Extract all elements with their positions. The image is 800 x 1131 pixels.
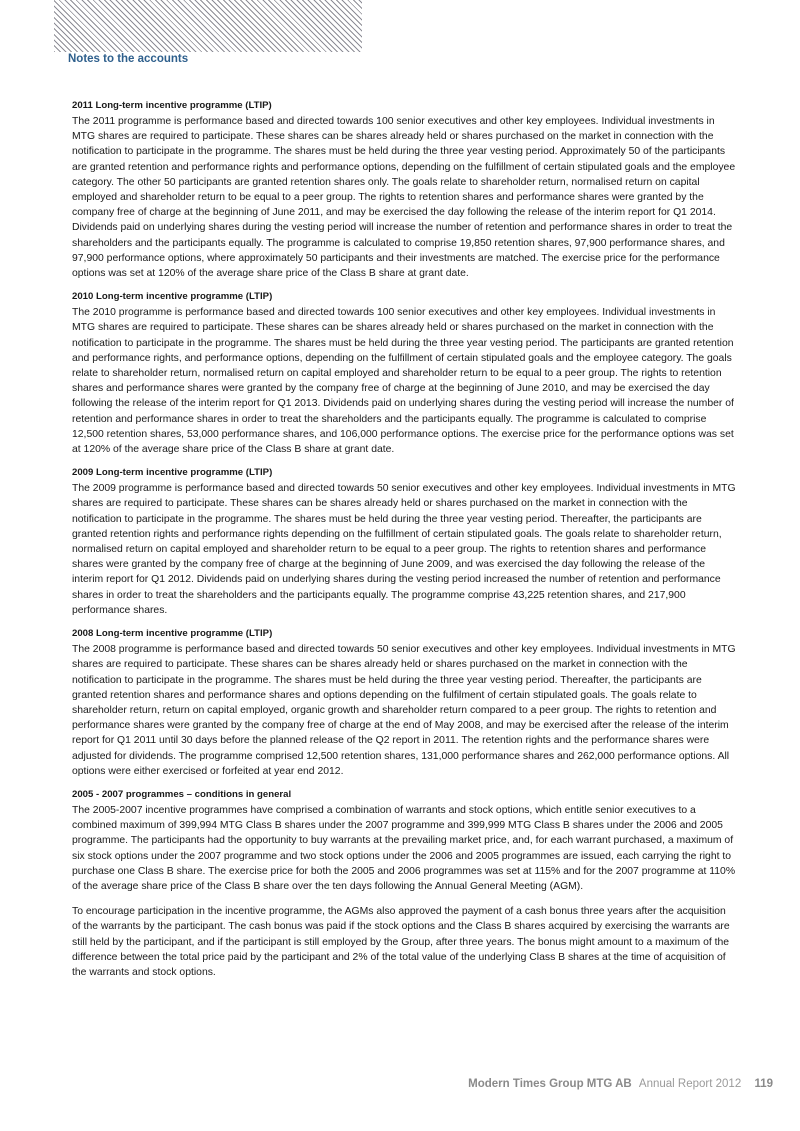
ltip-2010-section xyxy=(72,290,736,457)
ltip-2011-section xyxy=(72,99,736,281)
section-paragraph: The 2009 programme is performance based and directed towards 50 senior executives and other key employees. Individual investments in MTG shares are required to participate. These shares can be shares already held or shares purchased on the market in connection with the notification to participate in the programme. The shares must be held during the three year vesting period. Thereafter, the participants are granted retention rights and performance rights depending on the fulfillment of certain stipulated goals. The goals relate to shareholder return, normalised return on capital employed and shareholder return to be equal to a peer group. The rights to retention shares and performance shares were granted by the company free of charge at the beginning of June 2009, and was exercised the day following the release of the interim report for Q1 2012. Dividends paid on underlying shares during the vesting period increased the number of retention and performance shares in order to treat the shareholders and the participants equally. The programme comprise 43,225 retention shares, and 217,900 performance shares. xyxy=(72,483,736,616)
section-paragraph: The 2010 programme is performance based and directed towards 100 senior executives and other key employees. Individual investments in MTG shares are required to participate. These shares can be shares already held or shares purchased on the market in connection with the notification to participate in the programme. The shares must be held during the three year vesting period. The participants are granted retention and performance rights, and performance options, depending on the fulfillment of certain stipulated goals and the employee category. The goals relate to shareholder return, normalised return on capital employed and shareholder return to be equal to a peer group. The rights to retention shares and performance shares were granted by the company free of charge at the beginning of June 2010, and may be exercised the day following the release of the interim report for Q1 2013. Dividends paid on underlying shares during the vesting period will increase the number of retention and performance shares in order to treat the shareholders and the participants equally. The programme is calculated to comprise 12,500 retention shares, 53,000 performance shares, and 106,000 performance options. The exercise price for the performance options was set at 120% of the average share price of the Class B share at grant date. xyxy=(72,307,734,456)
section-paragraph: To encourage participation in the incentive programme, the AGMs also approved the payment of a cash bonus three years after the acquisition of the warrants by the participant. The cash bonus was paid if the stock options and the Class B shares acquired by exercising the warrants are still held by the participant, and if the participant is still employed by the Group, after three years. The bonus might amount to a maximum of the difference between the total price paid by the participant and 2% of the total value of the underlying Class B shares at the time of acquisition of the warrants and stock options. xyxy=(72,906,730,978)
section-heading: 2008 Long-term incentive programme (LTIP) xyxy=(72,628,273,640)
section-heading: 2010 Long-term incentive programme (LTIP) xyxy=(72,291,273,303)
ltip-2008-section xyxy=(72,627,736,779)
section-paragraph: The 2008 programme is performance based and directed towards 50 senior executives and other key employees. Individual investments in MTG shares are required to participate. These shares can be shares already held or shares purchased on the market in connection with the notification to participate in the programme. The shares must be held during the three year vesting period. Thereafter, the participants are granted retention shares and performance shares and options depending on the fulfilment of certain stipulated goals. The goals relate to shareholder return, return on capital employed, organic growth and shareholder return compared to a peer group. The rights to retention and performance shares were granted by the company free of charge at the end of May 2008, and may be exercised after the release of the interim report for Q1 2011 until 30 days before the planned release of the Q2 report in 2011. The retention rights and the performance shares were adjusted for dividends. The programme comprised 12,500 retention shares, 131,000 performance shares and 262,000 performance options. All options were either exercised or forfeited at year end 2012. xyxy=(72,644,736,777)
footer-company: Modern Times Group MTG AB xyxy=(468,1078,632,1090)
footer-report-title: Annual Report 2012 xyxy=(638,1078,742,1090)
section-heading: 2005 - 2007 programmes – conditions in general xyxy=(72,788,292,800)
notes-content xyxy=(72,99,736,989)
section-paragraph: The 2005-2007 incentive programmes have comprised a combination of warrants and stock options, which entitle senior executives to a combined maximum of 399,994 MTG Class B shares under the 2007 programme and 399,999 MTG Class B shares under the 2006 and 2005 programme. The participants had the opportunity to buy warrants at the prevailing market price, and, for each warrant purchased, a maximum of six stock options under the 2007 programme and two stock options under the 2006 and 2005 programmes are issued, each carrying the right to purchase one Class B share. The exercise price for both the 2005 and 2006 programmes was set at 115% and for the 2007 programme at 110% of the average share price of the Class B share over the ten days following the Annual General Meeting (AGM). xyxy=(72,804,736,892)
page-footer xyxy=(468,1078,773,1090)
page-number: 119 xyxy=(754,1078,773,1090)
section-heading: 2011 Long-term incentive programme (LTIP) xyxy=(72,100,272,111)
section-paragraph: The 2011 programme is performance based and directed towards 100 senior executives and other key employees. Individual investments in MTG shares are required to participate. These shares can be shares already held or shares purchased on the market in connection with the notification to participate in the programme. The shares must be held during the three year vesting period. Approximately 50 of the participants are granted retention and performance rights and performance options, depending on the fulfillment of certain stipulated goals and the employee category. The other 50 participants are granted retention shares only. The goals relate to shareholder return, normalised return on capital employed and shareholder return to be equal to a peer group. The rights to retention shares and performance shares were granted by the company free of charge at the beginning of June 2011, and may be exercised the day following the release of the interim report for Q1 2014. Dividends paid on underlying shares during the vesting period will increase the number of retention and performance shares in order to treat the shareholders and the participants equally. The programme is calculated to comprise 19,850 retention shares, 97,900 performance shares, and 97,900 performance options, where approximately 50 participants and their investments are matched. The exercise price for the performance options was set at 120% of the average share price of the Class B share at grant date. xyxy=(72,116,736,280)
decorative-hatch-banner xyxy=(54,0,362,52)
ltip-2009-section xyxy=(72,466,736,618)
section-heading: 2009 Long-term incentive programme (LTIP) xyxy=(72,467,273,479)
programmes-2005-2007-section xyxy=(72,788,736,980)
section-label: Notes to the accounts xyxy=(68,53,189,65)
